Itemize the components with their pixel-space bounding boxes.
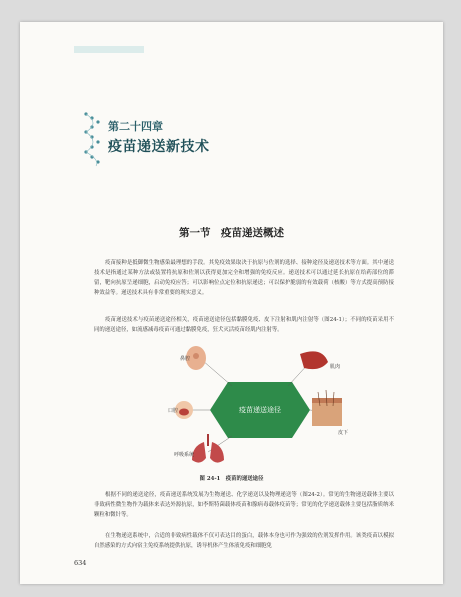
body-paragraph: 根据不同的递送途径，疫苗递送系统发展为生物递送、化学递送以及物理递送等（图24-2）。常见的生物递送载体主要以非致病性微生物作为载体来表达外源抗原，如李斯特菌载体疫苗和腺病毒载体疫苗等；常见的化学递送载体主要包括脂质纳米颗粒和微针等。 bbox=[94, 492, 394, 518]
route-label-muscle: 肌肉 bbox=[330, 364, 341, 370]
page-number: 634 bbox=[74, 559, 87, 567]
route-label-respiratory: 呼吸系统 bbox=[174, 452, 195, 458]
body-paragraph: 疫苗递送技术与疫苗递送途径相关，疫苗递送途径包括黏膜免疫、皮下注射和肌内注射等（图24-1）；不同的疫苗采用不同的递送途径，如流感减毒疫苗可通过黏膜免疫，狂犬灭活疫苗经肌内注射等。 bbox=[94, 317, 394, 333]
skin-layers-icon bbox=[312, 390, 342, 426]
chapter-title: 疫苗递送新技术 bbox=[108, 139, 210, 155]
book-page bbox=[20, 22, 443, 584]
route-label-oral: 口腔 bbox=[168, 408, 179, 414]
figure-caption: 图 24-1 疫苗的递送途径 bbox=[199, 476, 264, 482]
route-label-nasal: 鼻腔 bbox=[180, 356, 191, 362]
chapter-number: 第二十四章 bbox=[108, 120, 163, 133]
section-title: 第一节 疫苗递送概述 bbox=[179, 227, 284, 239]
center-label: 疫苗递送途径 bbox=[239, 406, 281, 414]
body-paragraph: 疫苗接种是抵御微生物感染最理想的手段。其免疫效果取决于抗原与佐剂的选择、接种途径及递送技术等方面。其中递送技术是指通过某种方法或装置将抗原和佐剂以获得更加完全和增强的免疫反应。递送技术可以通过延长抗原在给药部位的滞留，靶向抗原呈递细胞，启动免疫应答；可以影响位点定位和抗原递送；可以保护脆弱的有效载荷（核酸）等方式提高预防接种效益等。递送技术具有非常重要的现实意义。 bbox=[94, 260, 394, 296]
running-header-mark bbox=[74, 46, 144, 53]
route-label-subcutaneous: 皮下 bbox=[338, 430, 349, 436]
body-paragraph: 在生物递送系统中，合适的非致病性载体不仅可表达目的蛋白，载体本身也可作为强效的佐剂发挥作用。该类疫苗以模拟自然感染的方式向宿主免疫系统提供抗原，诱导机体产生体液免疫和细胞免 bbox=[94, 533, 394, 549]
delivery-routes-figure bbox=[170, 342, 350, 469]
muscle-icon bbox=[300, 351, 328, 369]
dna-helix-icon bbox=[82, 110, 104, 168]
lungs-icon bbox=[192, 434, 224, 463]
